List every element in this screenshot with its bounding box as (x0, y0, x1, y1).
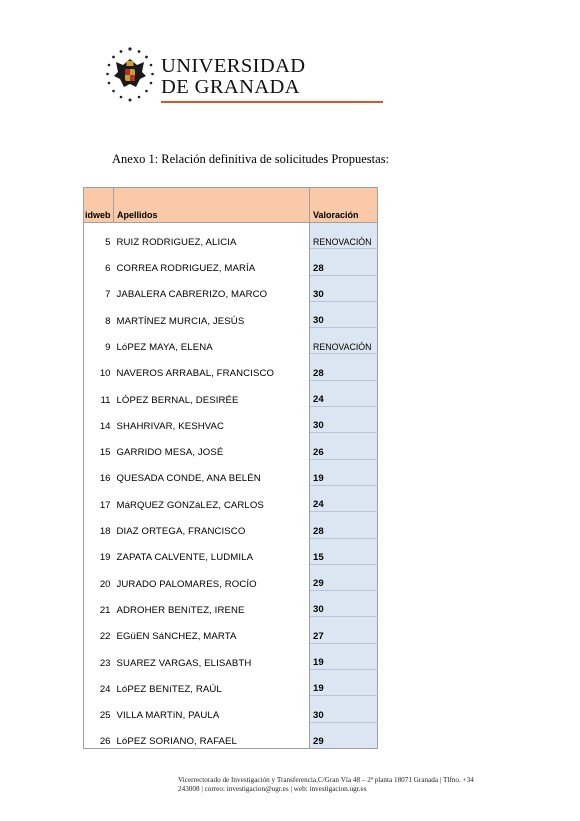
cell-apellidos: JABALERA CABRERIZO, MARCO (114, 275, 310, 301)
cell-idweb: 5 (84, 223, 114, 249)
cell-idweb: 16 (84, 459, 114, 485)
university-name-line1: UNIVERSIDAD (161, 55, 306, 77)
footer-line-2: 243008 | correo: investigacion@ugr.es | web: investigacion.ugr.es (178, 785, 367, 794)
table-row (84, 696, 378, 722)
cell-apellidos: SHAHRIVAR, KESHVAC (114, 407, 310, 433)
table-row (84, 459, 378, 485)
cell-idweb: 25 (84, 696, 114, 722)
cell-apellidos: LóPEZ MAYA, ELENA (114, 328, 310, 354)
cell-idweb: 26 (84, 722, 114, 748)
cell-apellidos: ADROHER BENíTEZ, IRENE (114, 591, 310, 617)
table-row (84, 301, 378, 327)
cell-valoracion: 28 (310, 512, 378, 538)
cell-apellidos: JURADO PALOMARES, ROCÍO (114, 564, 310, 590)
table-row (84, 223, 378, 249)
cell-idweb: 7 (84, 275, 114, 301)
university-logo (103, 45, 306, 105)
cell-apellidos: LóPEZ SORIANO, RAFAEL (114, 722, 310, 748)
cell-idweb: 18 (84, 512, 114, 538)
cell-valoracion: 24 (310, 485, 378, 511)
annex-title: Anexo 1: Relación definitiva de solicitudes Propuestas: (112, 152, 390, 166)
column-header-idweb: idweb (84, 188, 114, 223)
cell-valoracion: 30 (310, 301, 378, 327)
cell-idweb: 20 (84, 564, 114, 590)
cell-idweb: 14 (84, 407, 114, 433)
table-row (84, 249, 378, 275)
cell-apellidos: RUIZ RODRIGUEZ, ALICIA (114, 223, 310, 249)
table-row (84, 380, 378, 406)
table-row (84, 485, 378, 511)
cell-valoracion: 19 (310, 643, 378, 669)
column-header-apellidos: Apellidos (114, 188, 310, 223)
cell-apellidos: EGüEN SáNCHEZ, MARTA (114, 617, 310, 643)
cell-idweb: 10 (84, 354, 114, 380)
cell-idweb: 9 (84, 328, 114, 354)
table-row (84, 617, 378, 643)
header-rule (161, 101, 383, 103)
table-row (84, 643, 378, 669)
cell-idweb: 17 (84, 485, 114, 511)
cell-apellidos: LóPEZ BENíTEZ, RAÚL (114, 670, 310, 696)
cell-idweb: 21 (84, 591, 114, 617)
cell-valoracion: 28 (310, 354, 378, 380)
cell-idweb: 8 (84, 301, 114, 327)
table-row (84, 538, 378, 564)
table-row (84, 407, 378, 433)
footer-line-1: Vicerrectorado de Investigación y Transferencia.C/Gran Vía 48 – 2ª planta 18071 Granada | Tlfno. +34 (178, 776, 474, 784)
table-header-row (84, 188, 378, 223)
cell-idweb: 6 (84, 249, 114, 275)
table-row (84, 328, 378, 354)
cell-valoracion: 19 (310, 459, 378, 485)
cell-valoracion: RENOVACIÓN (310, 223, 378, 249)
cell-idweb: 22 (84, 617, 114, 643)
cell-valoracion: 30 (310, 275, 378, 301)
applications-table (83, 187, 378, 749)
cell-valoracion: 26 (310, 433, 378, 459)
cell-idweb: 24 (84, 670, 114, 696)
cell-apellidos: LÓPEZ BERNAL, DESIRÉE (114, 380, 310, 406)
table-row (84, 591, 378, 617)
cell-idweb: 11 (84, 380, 114, 406)
cell-valoracion: 15 (310, 538, 378, 564)
cell-valoracion: 30 (310, 591, 378, 617)
table-row (84, 275, 378, 301)
university-crest-icon (103, 45, 157, 105)
cell-apellidos: DIAZ ORTEGA, FRANCISCO (114, 512, 310, 538)
cell-valoracion: 30 (310, 696, 378, 722)
cell-apellidos: GARRIDO MESA, JOSÉ (114, 433, 310, 459)
cell-idweb: 23 (84, 643, 114, 669)
table-row (84, 722, 378, 748)
cell-apellidos: ZAPATA CALVENTE, LUDMILA (114, 538, 310, 564)
cell-apellidos: NAVEROS ARRABAL, FRANCISCO (114, 354, 310, 380)
cell-idweb: 19 (84, 538, 114, 564)
university-name-line2: DE GRANADA (161, 76, 300, 98)
column-header-valoracion: Valoración (310, 188, 378, 223)
cell-valoracion: 19 (310, 670, 378, 696)
cell-valoracion: 30 (310, 407, 378, 433)
cell-valoracion: 28 (310, 249, 378, 275)
cell-apellidos: MáRQUEZ GONZáLEZ, CARLOS (114, 485, 310, 511)
table-row (84, 433, 378, 459)
cell-apellidos: MARTÍNEZ MURCIA, JESÚS (114, 301, 310, 327)
cell-apellidos: QUESADA CONDE, ANA BELÉN (114, 459, 310, 485)
cell-valoracion: 29 (310, 722, 378, 748)
cell-apellidos: CORREA RODRIGUEZ, MARÍA (114, 249, 310, 275)
table-row (84, 670, 378, 696)
cell-apellidos: SUAREZ VARGAS, ELISABTH (114, 643, 310, 669)
table-row (84, 564, 378, 590)
cell-valoracion: 24 (310, 380, 378, 406)
cell-idweb: 15 (84, 433, 114, 459)
cell-apellidos: VILLA MARTíN, PAULA (114, 696, 310, 722)
page-footer (178, 776, 518, 795)
table-row (84, 354, 378, 380)
cell-valoracion: RENOVACIÓN (310, 328, 378, 354)
cell-valoracion: 27 (310, 617, 378, 643)
table-row (84, 512, 378, 538)
cell-valoracion: 29 (310, 564, 378, 590)
